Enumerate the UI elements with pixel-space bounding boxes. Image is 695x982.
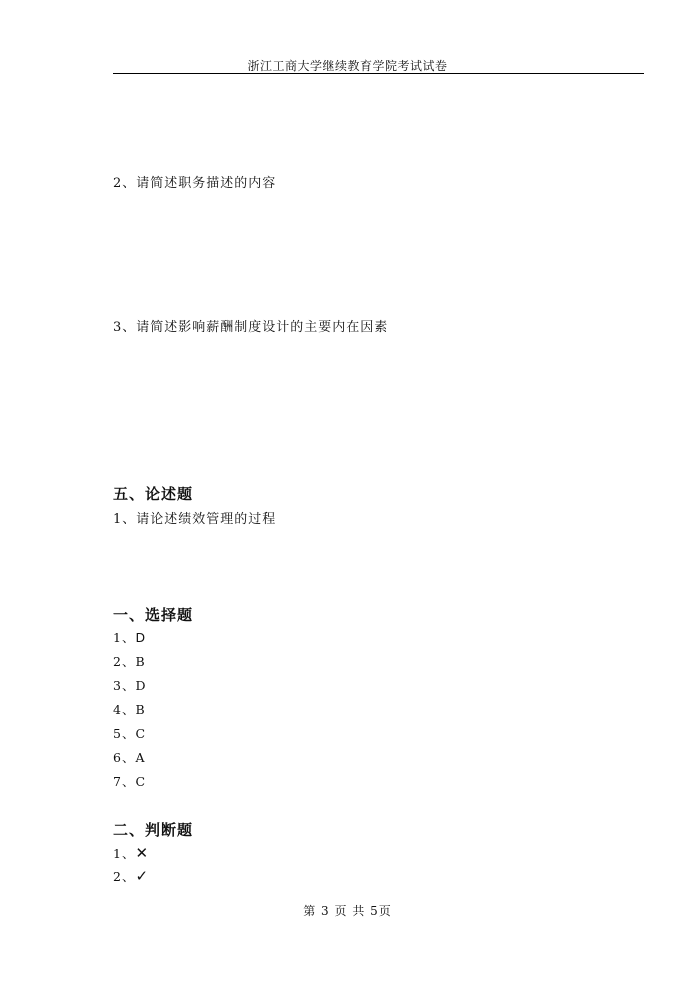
answer-row xyxy=(113,628,146,646)
answer-number: 1、 xyxy=(113,630,136,645)
answer-number: 1、 xyxy=(113,846,136,861)
answer-number: 2、 xyxy=(113,654,136,669)
answer-number: 2、 xyxy=(113,869,136,884)
essay-question-1: 1、请论述绩效管理的过程 xyxy=(113,512,277,527)
answer-row xyxy=(113,748,145,766)
answer-value: B xyxy=(135,702,146,717)
header-divider xyxy=(113,73,644,74)
question-2: 2、请简述职务描述的内容 xyxy=(113,176,277,191)
answer-number: 7、 xyxy=(113,774,136,789)
essay-section-heading: 五、论述题 xyxy=(113,485,194,503)
answer-value: B xyxy=(135,654,146,669)
answer-number: 5、 xyxy=(113,726,136,741)
answer-row xyxy=(113,676,146,694)
check-mark-icon: ✓ xyxy=(135,867,150,885)
answer-row xyxy=(113,772,146,790)
question-3: 3、请简述影响薪酬制度设计的主要内在因素 xyxy=(113,320,389,335)
answer-number: 3、 xyxy=(113,678,136,693)
multiple-choice-answers-heading: 一、选择题 xyxy=(113,606,194,624)
cross-mark-icon: ✕ xyxy=(135,844,150,862)
answer-value: C xyxy=(135,726,147,741)
answer-row xyxy=(113,867,149,885)
answer-value: C xyxy=(135,774,147,789)
page-number-footer: 第 3 页 共 5页 xyxy=(303,904,392,918)
answer-value: D xyxy=(135,630,147,645)
answer-row xyxy=(113,652,146,670)
answer-row xyxy=(113,700,146,718)
answer-row xyxy=(113,724,146,742)
answer-number: 6、 xyxy=(113,750,136,765)
true-false-answers-heading: 二、判断题 xyxy=(113,821,194,839)
page-header-title: 浙江工商大学继续教育学院考试试卷 xyxy=(247,59,448,73)
answer-value: A xyxy=(135,750,146,765)
answer-value: D xyxy=(135,678,147,693)
answer-row xyxy=(113,844,149,862)
answer-number: 4、 xyxy=(113,702,136,717)
